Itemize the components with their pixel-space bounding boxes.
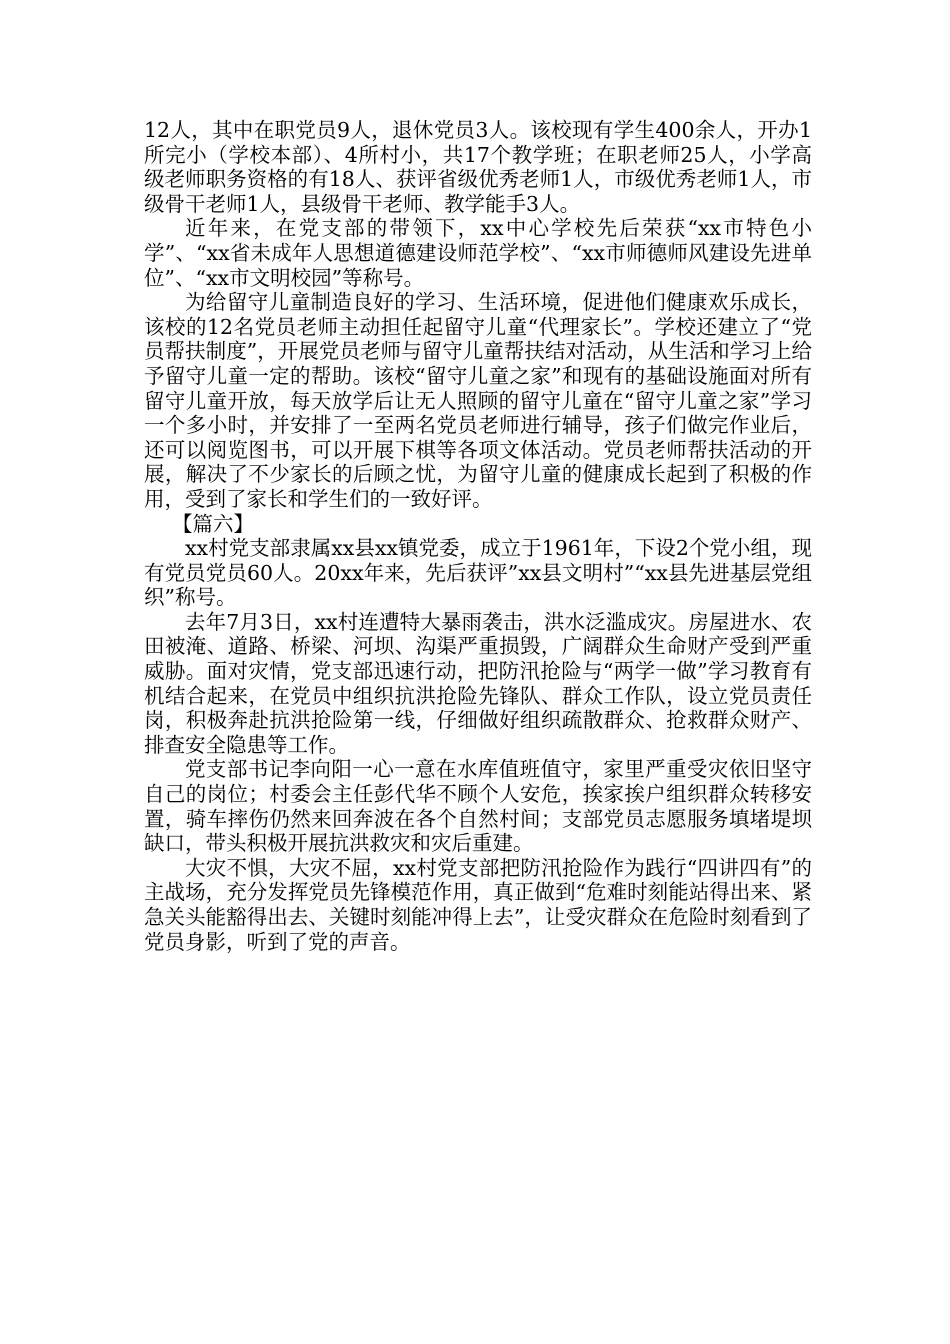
section-heading: 【篇六】 [172,511,254,536]
paragraph-conclusion: 大灾不惧，大灾不屈，xx村党支部把防汛抢险作为践行“四讲四有”的主战场，充分发挥党员先锋模范作用，真正做到“危难时刻能站得出来、紧急关头能豁得出去、关键时刻能冲得上去”，让受灾群众在危险时刻看到了党员身影，听到了党的声音。 [144,855,812,954]
paragraph-school-staff: 12人，其中在职党员9人，退休党员3人。该校现有学生400余人，开办1所完小（学校本部）、4所村小，共17个教学班；在职老师25人，小学高级老师职务资格的有18人、获评省级优秀老师1人，市级优秀老师1人，市级骨干老师1人，县级骨干老师、教学能手3人。 [144,118,812,216]
document-body [144,118,812,954]
paragraph-flood-disaster: 去年7月3日，xx村连遭特大暴雨袭击，洪水泛滥成灾。房屋进水、农田被淹、道路、桥梁、河坝、沟渠严重损毁，广阔群众生命财产受到严重威胁。面对灾情，党支部迅速行动，把防汛抢险与“两学一做”学习教育有机结合起来，在党员中组织抗洪抢险先锋队、群众工作队，设立党员责任岗，积极奔赴抗洪抢险第一线，仔细做好组织疏散群众、抢救群众财产、排查安全隐患等工作。 [144,609,812,757]
paragraph-branch-leaders: 党支部书记李向阳一心一意在水库值班值守，家里严重受灾依旧坚守自己的岗位；村委会主任彭代华不顾个人安危，挨家挨户组织群众转移安置，骑车摔伤仍然来回奔波在各个自然村间；支部党员志愿服务填堵堤坝缺口，带头积极开展抗洪救灾和灾后重建。 [144,757,812,856]
paragraph-school-honors: 近年来，在党支部的带领下，xx中心学校先后荣获“xx市特色小学”、“xx省未成年人思想道德建设师范学校”、“xx市师德师风建设先进单位”、“xx市文明校园”等称号。 [144,216,812,290]
paragraph-village-branch: xx村党支部隶属xx县xx镇党委，成立于1961年，下设2个党小组，现有党员党员60人。20xx年来，先后获评”xx县文明村”“xx县先进基层党组织”称号。 [144,536,812,610]
paragraph-left-behind-children: 为给留守儿童制造良好的学习、生活环境，促进他们健康欢乐成长，该校的12名党员老师主动担任起留守儿童“代理家长”。学校还建立了“党员帮扶制度”，开展党员老师与留守儿童帮扶结对活动，从生活和学习上给予留守儿童一定的帮助。该校“留守儿童之家”和现有的基础设施面对所有留守儿童开放，每天放学后让无人照顾的留守儿童在“留守儿童之家”学习一个多小时，并安排了一至两名党员老师进行辅导，孩子们做完作业后，还可以阅览图书，可以开展下棋等各项文体活动。党员老师帮扶活动的开展，解决了不少家长的后顾之忧，为留守儿童的健康成长起到了积极的作用，受到了家长和学生们的一致好评。 [144,290,812,511]
